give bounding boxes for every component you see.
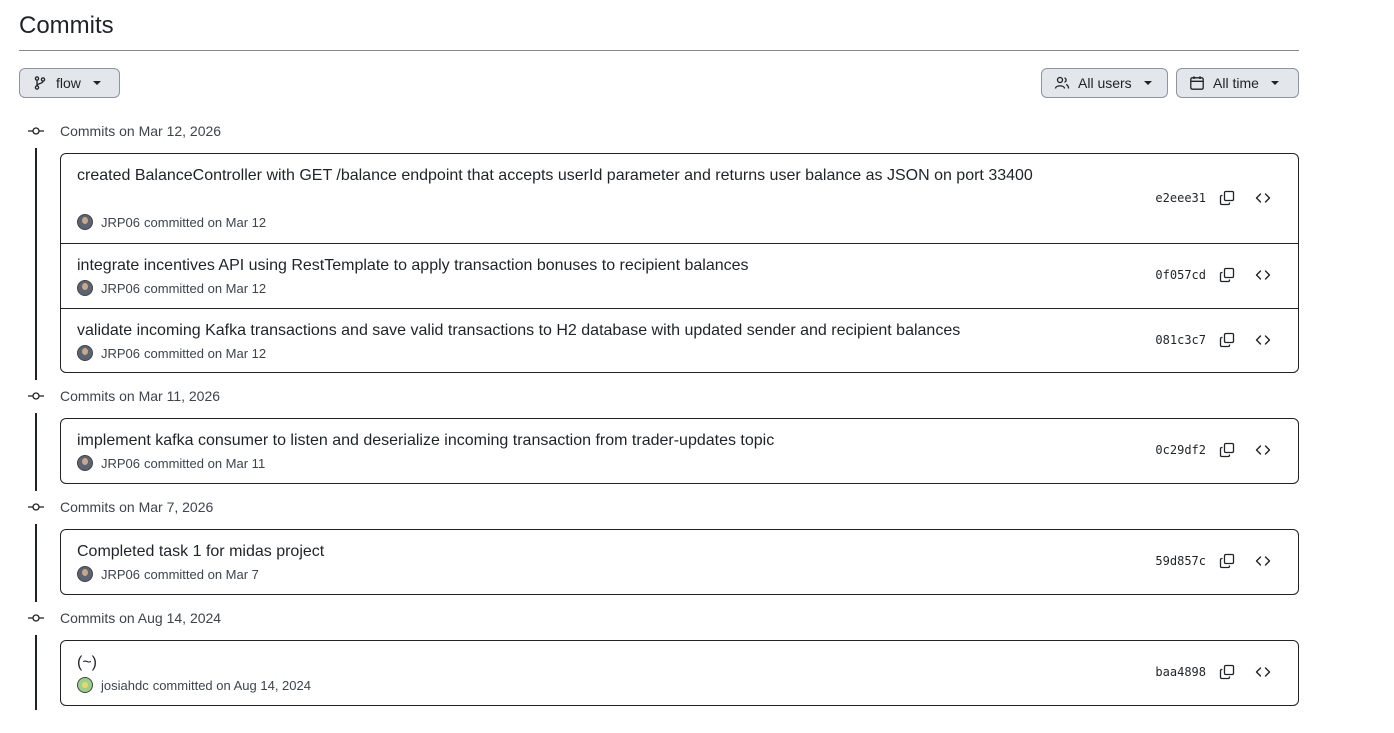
users-filter-label: All users (1078, 75, 1132, 91)
code-brackets-icon[interactable] (1254, 266, 1272, 284)
copy-icon[interactable] (1218, 189, 1236, 207)
title-divider (19, 50, 1299, 51)
avatar[interactable] (77, 677, 93, 693)
commit-date-text: committed on Mar 11 (144, 455, 266, 471)
users-filter-button[interactable] (1041, 68, 1168, 98)
copy-icon[interactable] (1218, 331, 1236, 349)
commit-row (61, 641, 1298, 705)
commit-meta (77, 566, 259, 582)
code-brackets-icon[interactable] (1254, 331, 1272, 349)
chevron-down-icon (1144, 81, 1152, 85)
commit-meta (77, 455, 265, 471)
avatar[interactable] (77, 280, 93, 296)
calendar-icon (1189, 75, 1205, 91)
commit-message-link[interactable]: validate incoming Kafka transactions and save valid transactions to H2 database with updated sender and recipient balances (77, 322, 961, 339)
commit-group-heading: Commits on Mar 12, 2026 (60, 123, 222, 139)
avatar[interactable] (77, 455, 93, 471)
commit-message-link[interactable]: created BalanceController with GET /balance endpoint that accepts userId parameter and returns user balance as JSON on port 33400 (77, 167, 1033, 184)
timeline-line (35, 148, 37, 380)
commit-group-heading: Commits on Mar 11, 2026 (60, 388, 221, 404)
commit-author-link[interactable]: JRP06 (101, 280, 141, 296)
commit-sha-link[interactable]: 0c29df2 (1155, 443, 1206, 457)
git-branch-icon (32, 75, 48, 91)
commit-list (60, 640, 1299, 706)
commit-sha-link[interactable]: 0f057cd (1155, 268, 1206, 282)
time-filter-button[interactable] (1176, 68, 1299, 98)
copy-icon[interactable] (1218, 266, 1236, 284)
commit-date-text: committed on Aug 14, 2024 (152, 677, 311, 693)
timeline-line (35, 524, 37, 602)
commit-author-link[interactable]: JRP06 (101, 455, 141, 471)
commit-date-text: committed on Mar 7 (144, 566, 259, 582)
copy-icon[interactable] (1218, 663, 1236, 681)
code-brackets-icon[interactable] (1254, 552, 1272, 570)
commit-list (60, 418, 1299, 484)
code-brackets-icon[interactable] (1254, 663, 1272, 681)
commit-sha-link[interactable]: e2eee31 (1155, 191, 1206, 205)
commit-node-icon (28, 613, 44, 623)
branch-selector-label: flow (56, 75, 81, 91)
commit-list (60, 153, 1299, 373)
commit-row (61, 243, 1298, 308)
code-brackets-icon[interactable] (1254, 189, 1272, 207)
commit-author-link[interactable]: JRP06 (101, 345, 141, 361)
avatar[interactable] (77, 345, 93, 361)
commit-node-icon (28, 391, 44, 401)
commit-sha-link[interactable]: baa4898 (1155, 665, 1206, 679)
commit-meta (77, 345, 266, 361)
avatar[interactable] (77, 566, 93, 582)
commit-author-link[interactable]: JRP06 (101, 566, 141, 582)
time-filter-label: All time (1213, 75, 1259, 91)
commit-author-link[interactable]: JRP06 (101, 214, 141, 230)
commit-group-heading: Commits on Mar 7, 2026 (60, 499, 214, 515)
commit-meta (77, 280, 266, 296)
commit-row (61, 308, 1298, 372)
commit-date-text: committed on Mar 12 (144, 214, 267, 230)
commit-message-link[interactable]: implement kafka consumer to listen and deserialize incoming transaction from trader-updates topic (77, 432, 775, 449)
copy-icon[interactable] (1218, 552, 1236, 570)
chevron-down-icon (93, 81, 101, 85)
commit-node-icon (28, 502, 44, 512)
code-brackets-icon[interactable] (1254, 441, 1272, 459)
branch-selector-button[interactable] (19, 68, 120, 98)
commit-sha-link[interactable]: 081c3c7 (1155, 333, 1206, 347)
people-icon (1054, 75, 1070, 91)
commit-message-link[interactable]: Completed task 1 for midas project (77, 543, 325, 560)
commit-list (60, 529, 1299, 595)
commit-row (61, 154, 1298, 243)
chevron-down-icon (1271, 81, 1279, 85)
commit-message-link[interactable]: (~) (77, 654, 97, 671)
commit-node-icon (28, 126, 44, 136)
commit-row (61, 419, 1298, 483)
commit-group-heading: Commits on Aug 14, 2024 (60, 610, 222, 626)
commit-date-text: committed on Mar 12 (144, 280, 267, 296)
copy-icon[interactable] (1218, 441, 1236, 459)
page-title: Commits (19, 12, 114, 39)
commit-author-link[interactable]: josiahdc (101, 677, 149, 693)
commit-date-text: committed on Mar 12 (144, 345, 267, 361)
commit-meta (77, 677, 311, 693)
commit-sha-link[interactable]: 59d857c (1155, 554, 1206, 568)
timeline-line (35, 413, 37, 491)
timeline-line (35, 635, 37, 710)
commit-row (61, 530, 1298, 594)
avatar[interactable] (77, 214, 93, 230)
commit-message-link[interactable]: integrate incentives API using RestTemplate to apply transaction bonuses to recipient balances (77, 257, 749, 274)
commit-meta (77, 214, 266, 230)
